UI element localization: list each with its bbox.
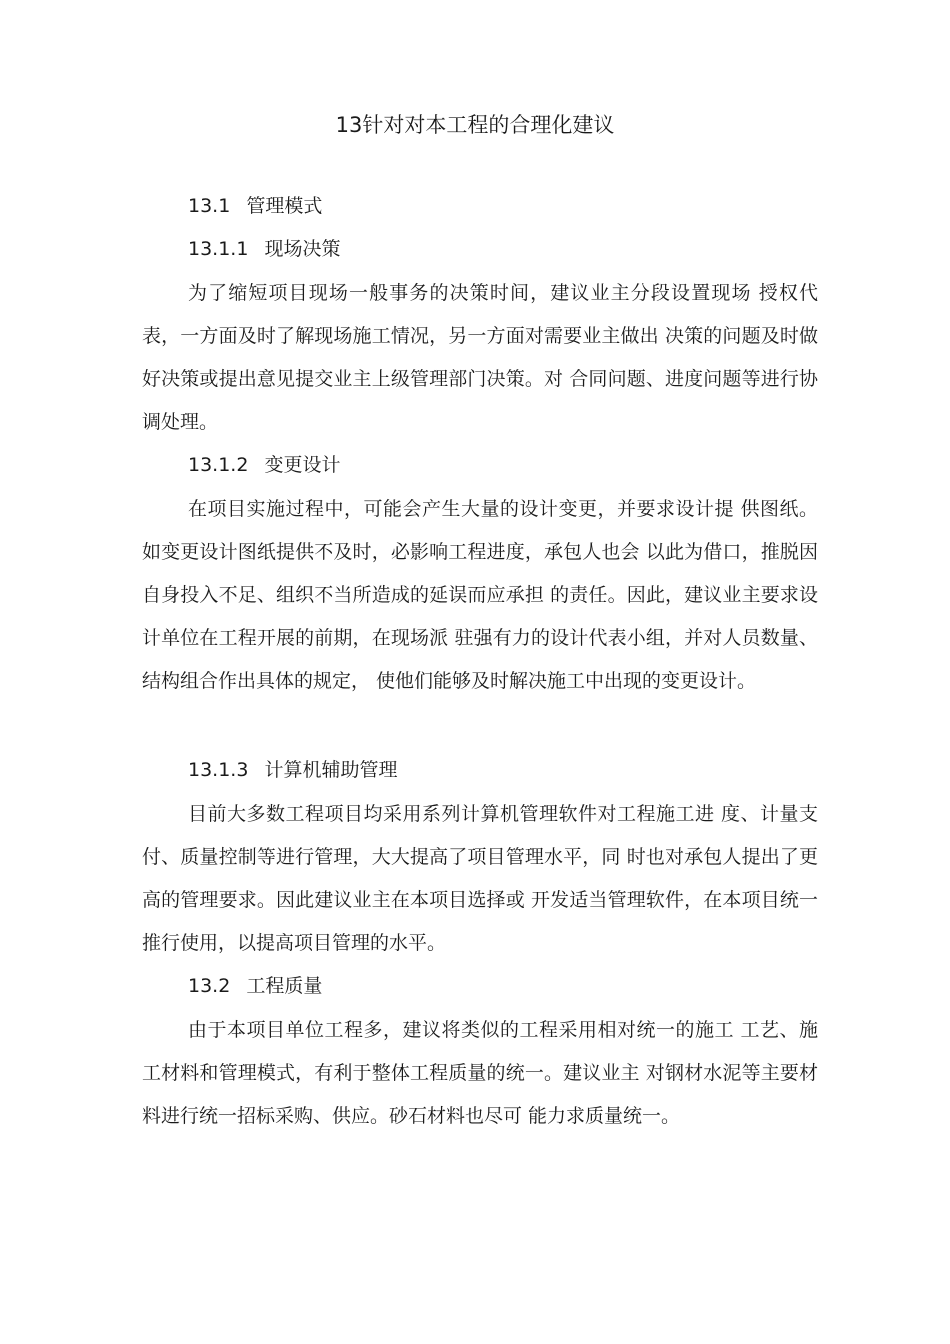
section-heading-13-1-1	[188, 234, 340, 264]
document-title: 13针对对本工程的合理化建议	[335, 113, 615, 137]
paragraph-design-change: 在项目实施过程中，可能会产生大量的设计变更，并要求设计提 供图纸。如变更设计图纸提供不及时，必影响工程进度，承包人也会 以此为借口，推脱因自身投入不足、组织不当所造成的延误而应承担 的责任。因此，建议业主要求设计单位在工程开展的前期，在现场派 驻强有力的设计代表小组，并对人员数量、结构组合作出具体的规定， 使他们能够及时解决施工中出现的变更设计。	[142, 498, 818, 692]
section-number: 13.1.3	[188, 759, 249, 781]
section-heading-13-1-3	[188, 755, 397, 785]
section-number: 13.1.1	[188, 238, 249, 260]
paragraph-engineering-quality: 由于本项目单位工程多，建议将类似的工程采用相对统一的施工 工艺、施工材料和管理模式，有利于整体工程质量的统一。建议业主 对钢材水泥等主要材料进行统一招标采购、供应。砂石材料也尽可 能力求质量统一。	[142, 1019, 818, 1127]
section-heading-13-2	[188, 971, 322, 1001]
section-title: 工程质量	[246, 975, 323, 997]
section-title: 现场决策	[264, 238, 341, 260]
section-heading-13-1-2	[188, 450, 340, 480]
section-title: 变更设计	[264, 454, 341, 476]
section-number: 13.1.2	[188, 454, 249, 476]
section-number: 13.2	[188, 975, 231, 997]
section-number: 13.1	[188, 195, 231, 217]
section-title: 管理模式	[246, 195, 323, 217]
paragraph-computer-management: 目前大多数工程项目均采用系列计算机管理软件对工程施工进 度、计量支付、质量控制等进行管理，大大提高了项目管理水平，同 时也对承包人提出了更高的管理要求。因此建议业主在本项目选择或 开发适当管理软件，在本项目统一推行使用，以提高项目管理的水平。	[142, 803, 818, 954]
section-heading-13-1	[188, 191, 322, 221]
paragraph-site-decision: 为了缩短项目现场一般事务的决策时间，建议业主分段设置现场 授权代表，一方面及时了解现场施工情况，另一方面对需要业主做出 决策的问题及时做好决策或提出意见提交业主上级管理部门决策。对 合同问题、进度问题等进行协调处理。	[142, 282, 818, 433]
section-title: 计算机辅助管理	[264, 759, 398, 781]
